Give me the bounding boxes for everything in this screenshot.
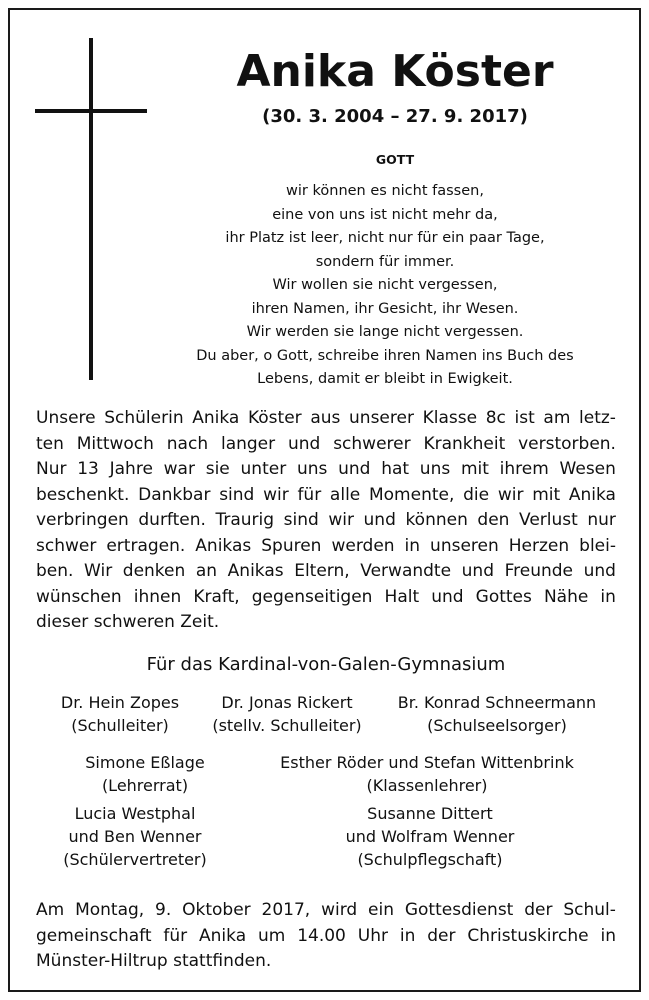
word: und bbox=[431, 586, 464, 607]
word: uns bbox=[419, 459, 451, 479]
word: werden bbox=[331, 535, 395, 556]
signatory-role: (Schulseelsorger) bbox=[427, 716, 567, 735]
word: in bbox=[399, 925, 416, 946]
word: Verwandte bbox=[360, 561, 452, 581]
signatory-class-teachers bbox=[232, 751, 622, 797]
body-line bbox=[36, 610, 616, 636]
footer-line bbox=[36, 949, 616, 975]
signatory-deputy bbox=[192, 691, 382, 737]
word: Köster bbox=[247, 408, 302, 428]
word: an bbox=[195, 561, 218, 581]
signatory-name: Esther Röder und Stefan Wittenbrink bbox=[280, 753, 574, 772]
word: ist bbox=[514, 408, 535, 428]
word: Klasse bbox=[422, 408, 478, 428]
signatory-chaplain bbox=[372, 691, 622, 737]
word: schwerer bbox=[333, 433, 411, 454]
word: stattfinden. bbox=[173, 951, 272, 971]
word: Traurig bbox=[215, 510, 275, 530]
body-line bbox=[36, 406, 616, 432]
word: Gottes bbox=[475, 586, 532, 607]
word: 13 bbox=[77, 459, 99, 479]
word: nach bbox=[166, 433, 209, 454]
word: Wir bbox=[84, 561, 113, 581]
word: Uhr bbox=[357, 925, 388, 946]
word: Spuren bbox=[261, 535, 322, 556]
poem-line: Du aber, o Gott, schreibe ihren Namen ins Buch des bbox=[196, 347, 574, 364]
school-name: Für das Kardinal-von-Galen-Gymnasium bbox=[146, 654, 506, 675]
word: Anikas bbox=[195, 535, 252, 556]
word: unseren bbox=[430, 535, 499, 556]
poem-line: ihren Namen, ihr Gesicht, ihr Wesen. bbox=[251, 300, 519, 317]
word: alle bbox=[329, 484, 361, 505]
word: Gottesdienst bbox=[404, 900, 514, 920]
word: Mittwoch bbox=[76, 433, 154, 454]
word: gegenseitigen bbox=[251, 586, 373, 607]
signatory-teacher-council bbox=[55, 751, 235, 797]
word: verstorben. bbox=[518, 433, 616, 454]
word: Oktober bbox=[182, 900, 251, 920]
word: 9. bbox=[155, 900, 172, 920]
word: unserer bbox=[349, 408, 414, 428]
word: in bbox=[600, 925, 616, 946]
word: Anika bbox=[199, 925, 247, 946]
signatory-role: (Schulpflegschaft) bbox=[357, 850, 503, 869]
word: ihnen bbox=[133, 586, 182, 607]
word: gemeinschaft bbox=[36, 925, 152, 946]
signatory-principal bbox=[30, 691, 210, 737]
word: Halt bbox=[384, 586, 420, 607]
word: denken bbox=[122, 561, 186, 581]
word: Dankbar bbox=[138, 484, 211, 505]
word: durften. bbox=[138, 510, 206, 530]
signatory-name: Simone Eßlage bbox=[85, 753, 205, 772]
word: blei- bbox=[579, 535, 616, 556]
word: und bbox=[338, 459, 371, 479]
poem-line: sondern für immer. bbox=[315, 253, 455, 270]
word: Eltern, bbox=[294, 561, 350, 581]
word: schwer bbox=[36, 535, 97, 556]
word: 14.00 bbox=[297, 925, 346, 946]
word: schweren bbox=[93, 612, 181, 632]
word: unter bbox=[240, 459, 287, 479]
word: war bbox=[163, 459, 195, 479]
word: 2017, bbox=[261, 900, 311, 920]
word: Momente, bbox=[368, 484, 455, 505]
word: dieser bbox=[36, 612, 94, 632]
word: Montag, bbox=[75, 900, 145, 920]
signatory-name: Susanne Dittert bbox=[367, 804, 493, 823]
word: Anikas bbox=[227, 561, 284, 581]
word: uns bbox=[296, 459, 328, 479]
poem-line: Wir werden sie lange nicht vergessen. bbox=[246, 324, 524, 340]
word: Schülerin bbox=[104, 408, 184, 428]
cross-horizontal-bar bbox=[35, 109, 147, 113]
word: Herzen bbox=[508, 535, 570, 556]
signatory-role: (Klassenlehrer) bbox=[366, 776, 488, 795]
word: die bbox=[463, 484, 490, 505]
word: Nur bbox=[36, 459, 67, 479]
word: Kraft, bbox=[193, 586, 240, 607]
word: am bbox=[543, 408, 571, 428]
word: sind bbox=[219, 484, 255, 505]
word: Verlust bbox=[519, 510, 578, 530]
word: Jahre bbox=[109, 459, 153, 479]
signatory-name: Lucia Westphal bbox=[74, 804, 196, 823]
word: 8c bbox=[485, 408, 506, 428]
word: Wesen bbox=[559, 459, 616, 479]
word: und bbox=[287, 433, 321, 454]
signatory-role: (stellv. Schulleiter) bbox=[212, 716, 362, 735]
word: Nähe bbox=[543, 586, 589, 607]
poem-line: Wir wollen sie nicht vergessen, bbox=[272, 277, 498, 293]
word: sie bbox=[205, 459, 230, 479]
word: der bbox=[427, 925, 456, 946]
body-line bbox=[36, 534, 616, 560]
word: sind bbox=[283, 510, 319, 530]
deceased-name: Anika Köster bbox=[236, 46, 554, 97]
word: wünschen bbox=[36, 586, 122, 607]
word: und bbox=[363, 510, 396, 530]
poem bbox=[160, 180, 610, 392]
word: in bbox=[600, 586, 616, 607]
word: wird bbox=[321, 900, 358, 920]
poem-line: Lebens, damit er bleibt in Ewigkeit. bbox=[257, 371, 513, 387]
footer-line bbox=[36, 898, 616, 924]
word: Münster-Hiltrup bbox=[36, 951, 174, 971]
word: Christuskirche bbox=[467, 925, 589, 946]
word: ein bbox=[368, 900, 394, 920]
word: hat bbox=[381, 459, 410, 479]
word: und bbox=[583, 561, 616, 581]
word: und bbox=[461, 561, 494, 581]
signatory-role: (Lehrerrat) bbox=[101, 776, 189, 795]
poem-line: eine von uns ist nicht mehr da, bbox=[272, 206, 498, 223]
signatory-name: Dr. Jonas Rickert bbox=[221, 693, 353, 712]
word: in bbox=[404, 535, 421, 556]
word: mit bbox=[460, 459, 489, 479]
body-line bbox=[36, 585, 616, 611]
poem-line: wir können es nicht fassen, bbox=[286, 183, 484, 199]
body-line bbox=[36, 457, 616, 483]
word: Unsere bbox=[36, 408, 96, 428]
word: ertragen. bbox=[106, 535, 186, 556]
word: aus bbox=[310, 408, 341, 428]
poem-line: ihr Platz ist leer, nicht nur für ein paar Tage, bbox=[225, 230, 545, 246]
word: können bbox=[405, 510, 468, 530]
word: letz- bbox=[579, 408, 616, 428]
signatory-role: (Schulleiter) bbox=[71, 716, 169, 735]
life-dates: (30. 3. 2004 – 27. 9. 2017) bbox=[262, 106, 528, 127]
word: Anika bbox=[568, 484, 616, 505]
signatory-student-reps bbox=[35, 802, 235, 871]
word: beschenkt. bbox=[36, 484, 130, 505]
word: Anika bbox=[192, 408, 240, 428]
signatory-name: und Ben Wenner bbox=[68, 827, 202, 846]
body-line bbox=[36, 508, 616, 534]
word: ihrem bbox=[499, 459, 549, 479]
body-line bbox=[36, 483, 616, 509]
word: langer bbox=[220, 433, 276, 454]
word: für bbox=[163, 925, 188, 946]
word: wir bbox=[328, 510, 354, 530]
service-announcement bbox=[36, 898, 616, 975]
footer-line bbox=[36, 924, 616, 950]
word: für bbox=[297, 484, 322, 505]
word: ten bbox=[36, 433, 64, 454]
poem-title: GOTT bbox=[375, 152, 415, 167]
signatory-role: (Schülervertreter) bbox=[63, 850, 207, 869]
signatory-name: Dr. Hein Zopes bbox=[60, 693, 180, 712]
word: der bbox=[524, 900, 553, 920]
word: wir bbox=[263, 484, 289, 505]
body-line bbox=[36, 559, 616, 585]
signatory-parents-council bbox=[300, 802, 560, 871]
word: verbringen bbox=[36, 510, 129, 530]
signatory-name: und Wolfram Wenner bbox=[345, 827, 515, 846]
word: um bbox=[257, 925, 286, 946]
body-line bbox=[36, 432, 616, 458]
word: Freunde bbox=[504, 561, 574, 581]
obituary-text bbox=[36, 406, 616, 636]
signatory-name: Br. Konrad Schneermann bbox=[397, 693, 597, 712]
word: Zeit. bbox=[180, 612, 220, 632]
word: Krankheit bbox=[423, 433, 506, 454]
cross-vertical-bar bbox=[89, 38, 93, 380]
word: wir bbox=[497, 484, 524, 505]
word: Schul- bbox=[563, 900, 616, 920]
word: Am bbox=[36, 900, 65, 920]
word: ben. bbox=[36, 561, 74, 581]
word: nur bbox=[587, 510, 616, 530]
word: mit bbox=[532, 484, 561, 505]
word: den bbox=[477, 510, 510, 530]
